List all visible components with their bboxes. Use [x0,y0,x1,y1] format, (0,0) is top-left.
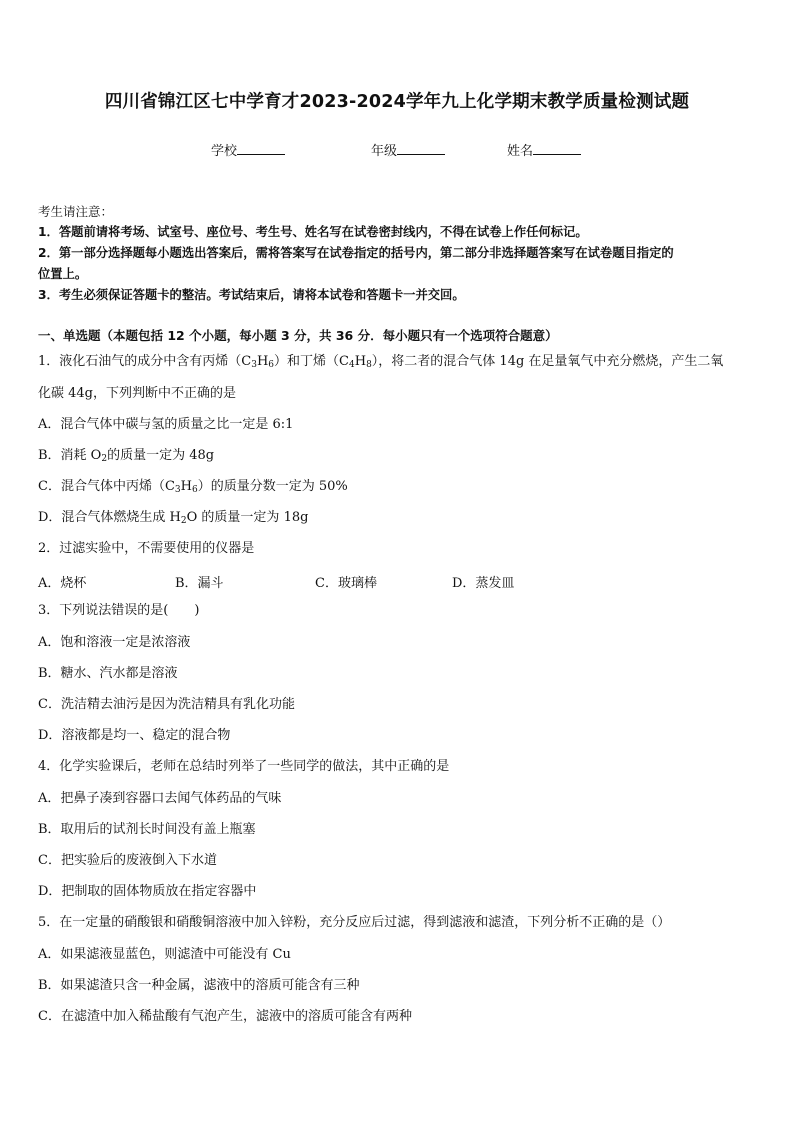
question-5-option-b[interactable]: B．如果滤渣只含一种金属，滤液中的溶质可能含有三种 [38,978,360,993]
question-5-option-a[interactable]: A．如果滤液显蓝色，则滤渣中可能没有 Cu [38,947,291,962]
question-4-option-a[interactable]: A．把鼻子凑到容器口去闻气体药品的气味 [38,791,282,806]
question-2-option-b[interactable]: B．漏斗 [175,576,224,591]
school-field [211,140,285,159]
question-2-options [38,572,763,592]
question-2-stem: 2．过滤实验中，不需要使用的仪器是 [38,541,255,556]
question-3-option-c[interactable]: C．洗洁精去油污是因为洗洁精具有乳化功能 [38,697,295,712]
grade-blank[interactable] [397,141,445,155]
question-2-option-a[interactable]: A．烧杯 [38,576,87,591]
question-1-option-c[interactable]: C．混合气体中丙烯$(C_3H_6)$的质量分数一定为 50% [38,479,348,495]
grade-field [371,140,445,159]
question-2-option-c[interactable]: C．玻璃棒 [315,576,377,591]
exam-notice [38,201,763,306]
name-label: 姓名 [507,144,534,159]
school-blank[interactable] [237,141,285,155]
student-info-row [0,140,794,160]
question-1-option-a[interactable]: A．混合气体中碳与氢的质量之比一定是 6:1 [38,417,294,432]
name-blank[interactable] [533,141,581,155]
notice-item: 3．考生必须保证答题卡的整洁。考试结束后，请将本试卷和答题卡一并交回。 [38,288,465,302]
school-label: 学校 [211,144,238,159]
question-3-option-a[interactable]: A．饱和溶液一定是浓溶液 [38,635,191,650]
name-field [507,140,581,159]
question-2-option-d[interactable]: D．蒸发皿 [452,576,515,591]
question-3-stem: 3．下列说法错误的是( ) [38,603,200,618]
notice-item: 1．答题前请将考场、试室号、座位号、考生号、姓名写在试卷密封线内，不得在试卷上作任何标记。 [38,225,588,239]
question-1-stem-cont: 化碳 44g，下列判断中不正确的是 [38,386,236,401]
question-1-stem: 1．液化石油气的成分中含有丙烯$(C_3H_6)$和丁烯$(C_4H_8)$，将二者的混合气体 14g 在足量氧气中充分燃烧，产生二氧 [38,354,724,370]
question-4-stem: 4．化学实验课后，老师在总结时列举了一些同学的做法，其中正确的是 [38,759,450,774]
section-heading: 一、单选题（本题包括 12 个小题，每小题 3 分，共 36 分．每小题只有一个选项符合题意） [38,328,558,343]
grade-label: 年级 [371,144,398,159]
question-3-option-d[interactable]: D．溶液都是均一、稳定的混合物 [38,728,231,743]
notice-heading: 考生请注意： [38,204,114,219]
question-4-option-c[interactable]: C．把实验后的废液倒入下水道 [38,853,217,868]
question-1-option-b[interactable]: B．消耗 $O_2$的质量一定为 48g [38,448,215,464]
notice-item: 2．第一部分选择题每小题选出答案后，需将答案写在试卷指定的括号内，第二部分非选择题答案写在试卷题目指定的 [38,246,674,260]
notice-item: 位置上。 [38,267,88,281]
page-title: 四川省锦江区七中学育才2023-2024学年九上化学期末教学质量检测试题 [104,92,690,112]
question-3-option-b[interactable]: B．糖水、汽水都是溶液 [38,666,178,681]
question-4-option-d[interactable]: D．把制取的固体物质放在指定容器中 [38,884,257,899]
question-5-stem: 5．在一定量的硝酸银和硝酸铜溶液中加入锌粉，充分反应后过滤，得到滤液和滤渣，下列分析不正确的是（） [38,915,671,930]
question-5-option-c[interactable]: C．在滤渣中加入稀盐酸有气泡产生，滤液中的溶质可能含有两种 [38,1009,412,1024]
question-4-option-b[interactable]: B．取用后的试剂长时间没有盖上瓶塞 [38,822,256,837]
question-1-option-d[interactable]: D．混合气体燃烧生成 $H_2O$ 的质量一定为 18g [38,510,309,526]
